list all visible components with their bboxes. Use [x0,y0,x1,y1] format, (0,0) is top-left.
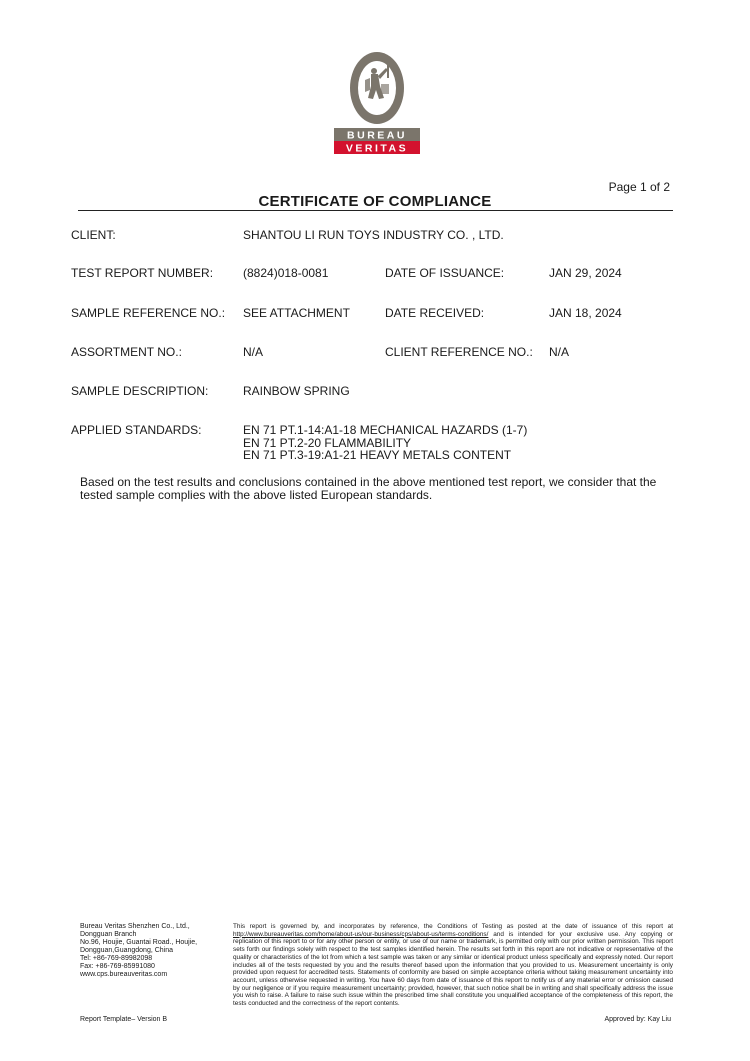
client-value: SHANTOU LI RUN TOYS INDUSTRY CO. , LTD. [243,228,504,242]
date-received-value: JAN 18, 2024 [549,306,622,320]
legal-text-body: and is intended for your exclusive use. Any copying or replication of this report to or for any other person or entity, or use of our name or trademark, is permitted only with our prior written permission. This report sets forth our findings solely with respect to the test samples identified herein. The results set forth in this report are not indicative or representative of the quality or characteristics of the lot from which a test sample was taken or any similar or identical product unless specifically and expressly noted. Our report includes all of the tests requested by you and the results thereof based upon the information that you provided to us. Measurement uncertainty is only provided upon request for accredited tests. Statements of conformity are based on simple acceptance criteria without taking measurement uncertainty into account, unless otherwise requested in writing. You have 60 days from date of issuance of this report to notify us of any material error or omission caused by our negligence or if you require measurement uncertainty; provided, however, that such notice shall be in writing and shall specifically address the issue you wish to raise. A failure to raise such issue within the prescribed time shall constitute you unqualified acceptance of the completeness of this report, the tests conducted and the correctness of the report contents. [233,930,673,1008]
address-line: Fax: +86-769-85991080 [80,963,155,970]
template-version: Report Template– Version B [80,1016,168,1023]
address-line: Dongguan,Guangdong, China [80,947,174,954]
conclusion-statement: Based on the test results and conclusions contained in the above mentioned test report, we consider that the tested sample complies with the above listed European standards. [80,475,657,502]
standard-item: EN 71 PT.1-14:A1-18 MECHANICAL HAZARDS (1-7) [243,423,528,437]
address-line: www.cps.bureauveritas.com [80,971,168,978]
applied-standards-label: APPLIED STANDARDS: [71,423,202,437]
sample-reference-value: SEE ATTACHMENT [243,306,350,320]
date-received-label: DATE RECEIVED: [385,306,485,320]
client-reference-label: CLIENT REFERENCE NO.: [385,345,533,359]
issuance-date-label: DATE OF ISSUANCE: [385,266,505,280]
sample-description-label: SAMPLE DESCRIPTION: [71,384,209,398]
legal-disclaimer [233,923,673,1008]
standard-item: EN 71 PT.2-20 FLAMMABILITY [243,435,412,450]
title-divider [78,210,673,211]
terms-conditions-link[interactable]: http://www.bureauveritas.com/home/about-us/our-business/cps/about-us/terms-conditions/ [233,930,489,938]
assortment-value: N/A [243,345,264,359]
logo-banner-top: BUREAU [347,129,407,142]
applied-standards-list [243,424,527,462]
sample-reference-label: SAMPLE REFERENCE NO.: [71,306,226,320]
issuance-date-value: JAN 29, 2024 [549,266,622,280]
address-line: Bureau Veritas Shenzhen Co., Ltd., [80,923,190,930]
report-number-value: (8824)018-0081 [243,266,329,280]
assortment-label: ASSORTMENT NO.: [71,345,182,359]
report-number-label: TEST REPORT NUMBER: [71,266,214,280]
page-title: CERTIFICATE OF COMPLIANCE [258,193,492,210]
logo-banner-bottom: VERITAS [345,142,409,155]
page-number: Page 1 of 2 [608,180,670,194]
company-address [80,923,225,979]
address-line: Tel: +86-769-89982098 [80,955,153,962]
bureau-veritas-logo [334,50,420,156]
approved-by: Approved by: Kay Liu [604,1016,671,1023]
address-line: No.96, Houjie, Guantai Road., Houjie, [80,939,198,946]
address-line: Dongguan Branch [80,931,137,938]
standard-item: EN 71 PT.3-19:A1-21 HEAVY METALS CONTENT [243,448,512,462]
sample-description-value: RAINBOW SPRING [243,384,350,398]
client-label: CLIENT: [71,228,116,242]
client-reference-value: N/A [549,345,570,359]
bureau-veritas-seal-icon [334,50,420,156]
legal-text-intro: This report is governed by, and incorporates by reference, the Conditions of Testing as posted at the date of issuance of this report at [233,923,673,930]
